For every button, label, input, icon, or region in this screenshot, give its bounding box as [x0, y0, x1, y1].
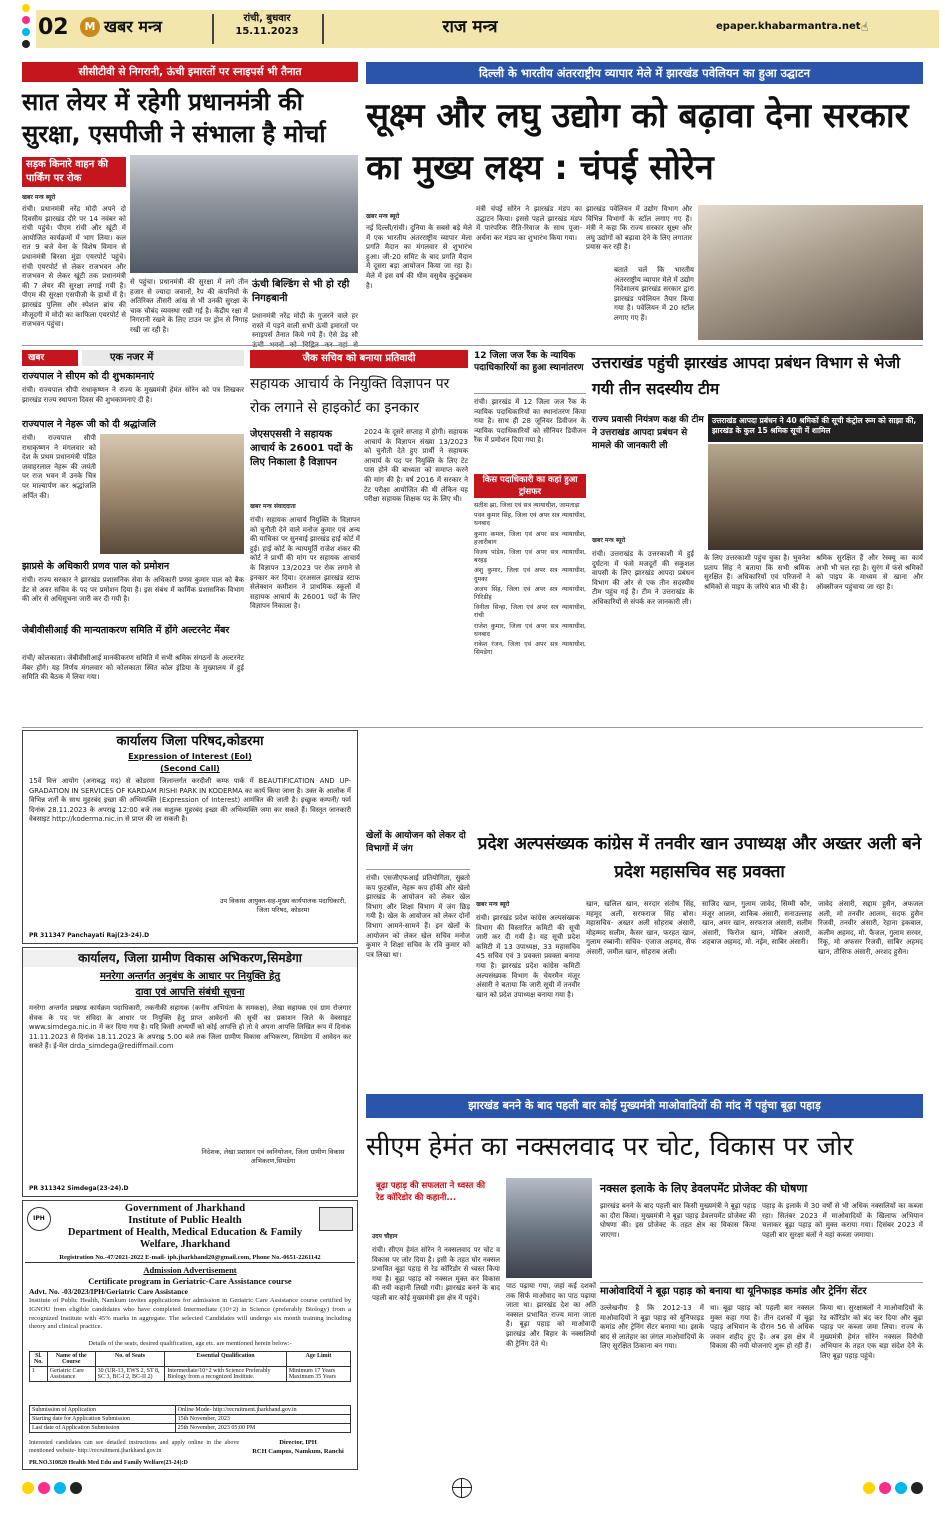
drda-notice-title: कार्यालय, जिला ग्रामीण विकास अभिकरण,सिमडेगा: [23, 950, 357, 967]
reg-dot-cyan: [22, 28, 30, 36]
table-cell: Starting date for Application Submission: [30, 1415, 176, 1424]
table-cell: 25th November, 2023 05:00 PM: [175, 1424, 350, 1433]
iph-seat-table: [29, 1351, 351, 1382]
cm-story-headline: सीएम हेमंत का नक्सलवाद पर चोट, विकास पर जोर: [366, 1132, 854, 1162]
pm-story-body-3: प्रधानमंत्री नरेंद्र मोदी के गुजरने वाले हर रास्ते में पड़ने वाली सभी ऊंची इमारतों पर स्नाइपर्स तैनात किये गये हैं। ऐसे डेढ़ सौ: [252, 312, 358, 340]
brief-body: रांची। राज्यपाल सीपी राधाकृष्णन ने मंगलवार को देश के प्रथम प्रधानमंत्री पंडित जवाहरलाल नेहरू की जयंती पर राज भवन में उनके चित्र पर माल्यार्पण कर श्रद्धांजलि अर्पित की।: [22, 434, 96, 500]
drda-notice-sub-1: मनरेगा अन्तर्गत अनुबंध के आधार पर नियुक्ति हेतु: [99, 971, 281, 982]
website-link[interactable]: epaper.khabarmantra.net: [716, 21, 861, 32]
table-header: Age Limit: [286, 1352, 350, 1367]
hc-story-kicker: जैक सचिव को बनाया प्रतिवादी: [250, 350, 468, 368]
table-cell: 30 (UR-13, EWS 2, ST 8, SC 3, BC-I 2, BC-II 2): [95, 1367, 165, 1382]
cm-story-sub-3: माओवादियों ने बूढ़ा पहाड़ को बनाया था यूनिफाइड कमांड और ट्रेनिंग सेंटर: [600, 1282, 923, 1300]
reg-dot-yellow: [863, 1482, 875, 1494]
cm-story-body-3: झारखंड बनने के बाद पहली बार किसी मुख्यमंत्री ने बूढ़ा पहाड़ का दौरा किया। मुख्यमंत्री ने बूढ़ा पहाड़ डेवलपमेंट प्रोजेक्ट की घोषणा की। इस प्रोजेक्ट के तहत क्षेत्र का विकास किया जाएगा।: [600, 1202, 756, 1239]
transfer-item: अंशु कुमार, जिला एवं अपर सत्र न्यायाधीश, दुमका: [474, 567, 586, 583]
hc-story-body-1: रांची। सहायक आचार्य नियुक्ति के विज्ञापन को चुनौती देने वाले मनोज कुमार एवं अन्य की याचिका पर सुनवाई झारखंड हाई कोर्ट में हुई। हाई कोर्ट के न्यायमूर्ति राजेश शंकर की कोर्ट ने प्रार्थी की मांग पर सहायक आचार्य के विज्ञापन 13/2023 पर रोक लगाने से इनकार कर दिया। दरअसल झारखंड स्टाफ सेलेक्शन कमीशन ने प्राथमिक स्कूलों में सहायक आचार्य के 26001 पदों के लिए विज्ञापन निकाला है।: [250, 516, 360, 611]
registration-marks: [22, 4, 32, 52]
zp-notice-title: कार्यालय जिला परिषद,कोडरमा: [116, 734, 264, 749]
delhi-story-body-4: बताते चलें कि भारतीय अंतरराष्ट्रीय व्यापार मेले में उद्योग निदेशालय झारखंड सरकार द्वारा झारखंड पवेलियन तैयार किया गया है। पवेलियन में 20 स्टॉल लगाए गए हैं।: [614, 266, 694, 322]
sports-body: रांची। एसजीएफआई प्रतियोगिता, सुब्रतो कप फुटबॉल, नेहरू कप हॉकी और खेलो झारखंड के आयोजन को लेकर खेल विभाग और शिक्षा विभाग में जंग छिड़ गयी है। खेल के आयोजन को लेकर दोनों विभाग आमने-सामने हैं। इन खेलों के आयोजन को लेकर खेल सचिव मनोज कुमार ने शिक्षा सचिव के रवि कुमार को पत्र लिखा था।: [366, 874, 470, 959]
iph-signer-1: Director, IPH: [279, 1439, 317, 1446]
iph-logo-icon: IPH: [27, 1207, 51, 1231]
iph-notice: [22, 1200, 358, 1470]
iph-dates-table: [29, 1405, 351, 1433]
zp-notice-signer: उप विकास आयुक्त-सह-मुख्य कार्यपालक पदाधिकारी, जिला परिषद, कोडरमा: [219, 897, 347, 914]
transfer-list: [474, 502, 586, 722]
table-row: [30, 1424, 351, 1433]
hc-story-body-2: 2024 के दूसरे सप्ताह में होगी। सहायक आचार्य के विज्ञापन संख्या 13/2023 को चुनौती देते हुए प्रार्थी ने सहायक आचार्य के पद पर नियुक्ति के लिए टेट पास होने की बाध्यता को समाप्त करने की मांग की है। वर्ष 2016 में सरकार ने टेट परीक्षा आयोजित की थी लेकिन यह परीक्षा सहायक शिक्षक पद के लिए थी।: [364, 428, 468, 504]
table-cell: Minimum 17 Years Maximum 35 Years: [286, 1367, 350, 1382]
dateline-date: 15.11.2023: [235, 26, 299, 37]
drda-notice-sub-2: दावा एवं आपत्ति संबंधी सूचना: [135, 987, 245, 998]
delhi-story-kicker: दिल्ली के भारतीय अंतरराष्ट्रीय व्यापार मेले में झारखंड पवेलियन का हुआ उद्घाटन: [366, 62, 923, 84]
hc-story-byline: खबर मन्त्र संवाददाता: [250, 503, 296, 510]
iph-title-3: Department of Health, Medical Education & Family Welfare, Jharkhand: [67, 1227, 303, 1250]
reg-dot-black: [70, 1482, 82, 1494]
uttarakhand-headline: उत्तराखंड पहुंची झारखंड आपदा प्रबंधन विभाग से भेजी गयी तीन सदस्यीय टीम: [592, 354, 901, 398]
uttarakhand-body-1: रांची। उत्तराखंड के उत्तरकाशी में हुई दुर्घटना में फंसे मजदूरों की सकुशल वापसी के लिए झारखंड आपदा प्रबंधन विभाग की ओर से एक तीन सदस्यीय टीम पहुंच गई है। टीम ने उत्तराखंड के अधिकारियों से संपर्क कर जानकारी ली।: [592, 550, 694, 606]
delhi-story-byline: खबर मन्त्र ब्यूरो: [366, 213, 400, 220]
iph-table-caption: Details of the seats, desired qualification, age etc. are mentioned herein below:-: [88, 1340, 292, 1347]
reg-dot-black: [911, 1482, 923, 1494]
pm-story-body-2: से पहुंचा। प्रधानमंत्री की सुरक्षा में लगे तीन हजार से ज्यादा जवानों, रैप की कंपनियों के अतिरिक्त तीसरी आंख से भी उनकी सुरक्षा के चाक चौबंद व्यवस्था रखी गई है। केंद्रीय रक्षा में निगरानी रखने के लिए टाउन पर ड्रोन से निगाह रखी जा रही है।: [130, 278, 248, 334]
drda-notice-ref: PR 311342 Simdega(23-24).D: [29, 1185, 129, 1192]
reg-dot-yellow: [22, 4, 30, 12]
transfer-box-head: किस पदाधिकारी का कहां हुआ ट्रांसफर: [474, 474, 586, 498]
iph-title-1: Government of Jharkhand: [124, 1203, 246, 1214]
iph-ref: PR.NO.310820 Health Med Edu and Family Welfare(23-24):D: [29, 1460, 188, 1466]
jharkhand-emblem-icon: [319, 1207, 353, 1231]
transfer-item: विजय पांडेय, जिला एवं अपर सत्र न्यायाधीश, बरहड़: [474, 549, 586, 565]
congress-body-3: साजिद खान, गुलाम जावेद, सिम्मी कौर, मंजूर आलम, शाकिब अंसारी, सनाउल्लाह खान, अमर खान, सरफराज अंसारी, सलीम अंसारी, फिरोज खान, मोबिन अंसारी, शहबाज अहमद, मो. नईम, साबिर अंसारी।: [702, 900, 812, 947]
table-cell: Geriatric Care Assistance: [47, 1367, 95, 1382]
sports-headline: खेलों के आयोजन को लेकर दो विभागों में जंग: [366, 830, 470, 870]
brief-headline: जेबीवीसीआई की मान्यताकरण समिति में होंगे अल्टरनेट मेंबर: [22, 625, 230, 636]
hemant-soren-photo: [506, 1178, 592, 1278]
transfer-item: राजेश कुमार, जिला एवं अपर सत्र न्यायाधीश, धनबाद: [474, 622, 586, 638]
crosshair-icon: [452, 1478, 472, 1498]
zp-notice-sub-2: (Second Call): [160, 764, 220, 773]
pm-security-photo: [130, 155, 358, 273]
brief-headline: राज्यपाल ने नेहरू जी को दी श्रद्धांजलि: [22, 419, 156, 430]
cm-story-body-1: रांची। सीएम हेमंत सोरेन ने नक्सलवाद पर चोट व विकास पर जोर दिया है। इसी के तहत घोर नक्सल प्रभावित बूढ़ा पहाड़ से रेड कॉरिडोर से ध्वस्त किया गया है। बूढ़ा पहाड़ को नक्सल मुक्त कर विकास की नयी कहानी लिखी गयी। झारखंड बनने के बाद पहली बार कोई मुख्यमंत्री इस क्षेत्र में पहुंचे।: [372, 1246, 500, 1302]
table-cell: Online Mode- http://recruitment.jharkhand.gov.in: [175, 1406, 350, 1415]
reg-dot-pink: [38, 1482, 50, 1494]
pm-story-headline: सात लेयर में रहेगी प्रधानमंत्री की सुरक्षा, एसपीजी ने संभाला है मोर्चा: [22, 88, 326, 148]
uttarakhand-sub: राज्य प्रवासी नियंत्रण कक्ष की टीम ने उत्तराखंड आपदा प्रबंधन से मामले की जानकारी ली: [592, 415, 704, 451]
section-name: राज मन्त्र: [442, 17, 498, 37]
delhi-story-body-2: मंत्री चंपई सोरेन ने झारखंड मंडप का उद्घाटन किया। इससे पहले झारखंड मंडप में पारंपरिक रीति-रिवाज के साथ पूजा-अर्चना कर मंडप का शुभारंभ किया गया।: [476, 205, 582, 242]
table-header: No. of Seats: [95, 1352, 165, 1367]
hc-story-sub: जेएसएससी ने सहायक आचार्य के 26001 पदों के लिए निकाला है विज्ञापन: [250, 429, 353, 468]
congress-body-4: जावेद अंसारी, सद्दाम हुसैन, अफजल अली, मो तनवीर आलम, सदफ हुसैन रिजवी, तनवीर अंसारी, रेहाना इकबाल, कलीम अहमद, मो. फैजल, गुलाम सरवर, रिंकू, मो अफसर रिजवी, साबिर अहमद खान, तौसिफ अंसारी, अरशद हुसैन।: [818, 900, 923, 956]
iph-advt-no: Advt. No. -03/2023/IPH/Geriatric Care Assistance: [29, 1287, 189, 1296]
delhi-story-body-1: नई दिल्ली/रांची। दुनिया के सबसे बड़े मेले में एक भारतीय अंतरराष्ट्रीय व्यापार मेला प्रगति मैदान का मंगलवार से शुभारंभ हुआ। जी-20 समिट के बाद प्रगति मैदान में दूसरा बड़ा आयोजन किया जा रहा है। मेले में इस वर्ष की थीम वसुधैव कुटुंबकम है।: [366, 224, 472, 290]
congress-body-2: खान, खलिल खान, सरदार संतोष सिंह, महमूद अली, सरफराज सिंह बोस। महासचिव- अख्तर अली सोहराब अंसारी, मोहम्मद सलीम, कैसर खान, फरहत खान, गुलाम रब्बानी। सचिव- एजाज अहमद, सैफ अंसारी, जमील खान, सोहराब अली।: [586, 900, 696, 956]
briefs-kicker-brand: खबर: [22, 350, 78, 366]
table-cell: 1: [30, 1367, 48, 1382]
transfer-body: रांची। झारखंड में 12 जिला जज रैंक के न्यायिक पदाधिकारियों का स्थानांतरण किया गया है। साथ ही 28 जूनियर डिवीजन के न्यायिक पदाधिकारियों को सीनियर डिवीजन रैंक में प्रमोशन दिया गया है।: [474, 398, 586, 445]
brief-body: रांची/ कोलकाता। जेबीवीसीआई मानकीकरण समिति में सभी श्रमिक संगठनों के अल्टरनेट मेंबर होंगे। यह निर्णय मंगलवार को कोलकाता स्थित कोल इंडिया के मुख्यालय में हुई समिति की बैठक में लिया गया।: [22, 654, 244, 682]
briefs-kicker: एक नजर में: [82, 350, 244, 366]
reg-dot-pink: [879, 1482, 891, 1494]
brand-logo-icon: M: [80, 17, 100, 37]
pm-story-byline: खबर मन्त्र ब्यूरो: [22, 194, 56, 201]
brand-name: खबर मन्त्र: [104, 17, 162, 36]
pm-story-kicker: सीसीटीवी से निगरानी, ऊंची इमारतों पर स्नाइपर्स भी तैनात: [22, 62, 358, 82]
zp-notice-ref: PR 311347 Panchayati Raj(23-24).D: [29, 932, 150, 939]
congress-body-1: रांची। झारखंड प्रदेश कांग्रेस अल्पसंख्यक विभाग की विस्तारित कमिटी की सूची जारी कर दी गयी है। यह सूची प्रदेश कमिटी में 13 उपाध्यक्ष, 33 महासचिव 45 सचिव एवं 3 प्रवक्ता प्रवक्ता बनाया गया है। झारखंड प्रदेश कांग्रेस कमिटी अल्पसंख्यक विभाग के चेयरमैन मंजूर अंसारी ने बताया कि जारी सूची में तनवीर खान को प्रदेश उपाध्यक्ष बनाया गया है।: [476, 914, 580, 999]
cm-story-byline: उदय चौहान: [372, 1233, 398, 1240]
brief-headline: झाप्रसे के अधिकारी प्रणव पाल को प्रमोशन: [22, 561, 170, 572]
iph-intro: Institute of Public Health, Namkum invites applications for admission in Geriatric Care Assistance course certified by IGNOU from eligible candidates who have completed Intermediate (10+2) in Science (preferably Biology) from a recognized Institute with 45% marks in aggregate. The selected Candidates will undergo six month training including theory and clinical practice.: [29, 1297, 351, 1331]
nehru-tribute-photo: [100, 434, 244, 554]
page-number: 02: [38, 15, 69, 40]
zp-notice-body: 15वें वित्त आयोग (अनाबद्ध मद) से कोडरमा जिलान्तर्गत करदीशी कम्फ पार्क में BEAUTIFICATION AND UP-GRADATION IN SERVICES OF KARDAM RISHI PARK IN KODERMA का कार्य किया जाना है। उक्त के आलोक में विभिन्न शर्तों के साथ मुहरबंद इच्छा की अभिव्यक्ति (Expression of Interest) आमंत्रित की जाती है। इच्छुक कम्पनी/ फर्म दिनांक 28.11.2023 के अपराह्न 12:00 बजे तक सशुल्क मुहरबंद इच्छा की अभिव्यक्ति जमा कर सकते हैं। विस्तृत जानकारी वेबसाइट http://koderma.nic.in से प्राप्त की जा सकती है।: [29, 777, 351, 824]
cm-story-body-6: था। बूढ़ा पहाड़ को पहली बार नक्सल मुक्त कहा गया है। तीन दशकों में बूढ़ा पहाड़ अभियान के दौरान 56 से अधिक जवान शहीद हुए हैं। अब इस क्षेत्र में विकास की नयी योजनाएं शुरू हो रही हैं।: [710, 1304, 814, 1351]
uttarakhand-photo-caption: उत्तराखंड आपदा प्रबंधन ने 40 श्रमिकों की सूची कंट्रोल रूम को साझा की, झारखंड के कुल 15 श्रमिक सूची में शामिल: [708, 414, 923, 442]
uttarakhand-byline: खबर मन्त्र ब्यूरो: [592, 537, 626, 544]
transfer-item: सतीश झा, जिला एवं सत्र न्यायाधीश, जामताड़ा: [474, 502, 580, 509]
transfer-item: पवन कुमार सिंह, जिला एवं अपर सत्र न्यायाधीश, धनबाद: [474, 512, 586, 528]
print-registration-footer: [22, 1478, 923, 1498]
table-header: Essential Qualification: [165, 1352, 287, 1367]
pm-story-sub-2: ऊंची बिल्डिंग से भी हो रही निगहबानी: [252, 279, 350, 304]
transfer-headline: 12 जिला जज रैंक के न्यायिक पदाधिकारियों का हुआ स्थानांतरण: [474, 350, 586, 394]
cm-story-body-4: पहाड़ के इलाके में 30 वर्षों से भी अधिक नक्सलियों का कब्जा रहा। सितंबर 2023 में माओवादियों के खिलाफ अभियान चलाकर बूढ़ा पहाड़ को मुक्त कराया गया। दिसंबर 2023 में पहली बार सुरक्षा बलों ने यहां कब्जा जमाया।: [762, 1202, 923, 1239]
transfer-item: राकेश रंजन, जिला एवं अपर सत्र न्यायाधीश, सिमडेगा: [474, 641, 586, 657]
cursor-icon: ☝: [861, 20, 869, 34]
delhi-story-headline: सूक्ष्म और लघु उद्योग को बढ़ावा देना सरकार का मुख्य लक्ष्य : चंपई सोरेन: [366, 96, 909, 188]
table-header: Name of the Course: [47, 1352, 95, 1367]
pm-story-body-1: रांची। प्रधानमंत्री नरेंद्र मोदी अपने दो दिवसीय झारखंड दौरे पर 14 नवंबर को रांची पहुंचे। पीएम रांची और खूंटी में आयोजित कार्यक्रमों में भाग लिया। कल रात 9 बजे वेना के विशेष विमान से प्रधानमंत्री बिरसा मुंडा एयरपोर्ट पहुंचे। रांची एयरपोर्ट से लेकर राजभवन और राजभवन से लेकर खूंटी तक प्रधानमंत्री की 7 लेयर की सुरक्षा लगाई गयी है। पीएम की सुरक्षा एसपीजी के हाथों में है। झारखंड पुलिस और स्पेशल ब्रांच की मौजूदगी में मोदी का काफिला एयरपोर्ट से राजभवन पहुंचा।: [22, 205, 126, 329]
iph-ad-sub: Certificate program in Geriatric-Care Assistance course: [88, 1276, 292, 1286]
delhi-story-body-3: झारखंड पवेलियन में उद्योग विभाग और विभिन्न विभागों के स्टॉल लगाए गए हैं। मंत्री ने कहा कि राज्य सरकार सूक्ष्म और लघु उद्योगों को बढ़ावा देने के लिए लगातार प्रयास कर रही है।: [586, 205, 692, 252]
cm-story-red-sub: बूढ़ा पहाड़ की सफलता ने ध्वस्त की रेड कॉरिडोर की कहानी...: [372, 1178, 500, 1228]
tunnel-rescue-photo: [708, 444, 923, 550]
iph-footer: Interested candidates can see detailed instructions and apply online in the above mentioned website- http://recruitment.jharkhand.gov.in: [29, 1440, 239, 1454]
brief-body: रांची। राज्यपाल सीपी राधाकृष्णन ने राज्य के मुख्यमंत्री हेमंत सोरेन को पत्र लिखकर झारखंड राज्य स्थापना दिवस की शुभकामनाएं दी है।: [22, 386, 244, 404]
iph-title-2: Institute of Public Health: [128, 1215, 242, 1226]
uttarakhand-body-2: के लिए उत्तरकाशी पहुंच चुका है। भुवनेश प्रताप सिंह ने बताया कि सभी श्रमिक सुरक्षित हैं। अधिकारियों एवं परिजनों ने श्रमिकों से पाइप के जरिये बात भी की है।: [704, 554, 810, 591]
cm-story-body-2: पाठ पढ़ाया गया, जहां कई दशकों तक सिर्फ माओवाद का पाठ पढ़ाया जाता था। झारखंड देश का अति नक्सल प्रभावित राज्य माना जाता है। बूढ़ा पहाड़ को माओवादी झारखंड और बिहार के नक्सलियों की ट्रेनिंग देते थे।: [506, 1282, 596, 1348]
cm-story-body-7: किया था। सुरक्षाबलों ने माओवादियों के रेड कॉरिडोर को बंद कर दिया और बूढ़ा पहाड़ पर कब्जा जमा लिया। राज्य के मुख्यमंत्री हेमंत सोरेन नक्सल विरोधी अभियान के तहत एक बड़ा संदेश देने के लिए बूढ़ा पहाड़ पहुंचे।: [820, 1304, 923, 1360]
reg-dot-cyan: [54, 1482, 66, 1494]
uttarakhand-body-3: श्रमिक सुरक्षित हैं और रेस्क्यू का कार्य अभी भी चल रहा है। सुरंग में फंसे श्रमिकों को पाइप के माध्यम से खाना और ऑक्सीजन पहुंचाया जा रहा है।: [816, 554, 923, 591]
zp-notice-sub-1: Expression of Interest (EoI): [128, 752, 252, 761]
hc-story-headline: सहायक आचार्य के नियुक्ति विज्ञापन पर रोक लगाने से हाइकोर्ट का इनकार: [250, 376, 450, 416]
table-row: [30, 1415, 351, 1424]
table-cell: Submission of Application: [30, 1406, 176, 1415]
drda-notice: [22, 947, 358, 1197]
congress-byline: खबर मन्त्र ब्यूरो: [476, 901, 510, 908]
brief-headline: राज्यपाल ने सीएम को दी शुभकामनाएं: [22, 371, 155, 382]
table-cell: Intermediate/10+2 with Science Preferably Biology from a recognized Institute.: [165, 1367, 287, 1382]
zp-notice: [22, 730, 358, 944]
masthead: [0, 0, 945, 56]
drda-notice-body: मनरेगा अन्तर्गत प्रखण्ड कार्यक्रम पदाधिकारी, तकनीकी सहायक (कनीय अभियंता के समकक्ष), लेखा सहायक एवं ग्राम रोजगार सेवक के पद पर संविदा के आधार पर नियुक्ति हेतु प्राप्त आवेदनों की सूची का प्रकाशन जिले के वेबसाइट www.simdega.nic.in में कर दिया गया है। यदि किसी अभ्यर्थी को कोई आपत्ति हो तो वे अपना आपत्ति लिखित रूप में दिनांक 11.11.2023 से दिनांक 18.11.2023 के अपराह्न 5.00 बजे तक जिला ग्रामीण विकास अभिकरण, सिमडेगा में आवेदन कर सकते हैं। ई-मेल drda_simdega@rediffmail.com: [29, 1004, 351, 1051]
table-row: [30, 1367, 351, 1382]
iph-registration: Registration No.-47/2021-2022 E-mail- iph.jharkhand20@gmail.com, Phone No.-0651-2261142: [25, 1253, 355, 1263]
congress-headline: प्रदेश अल्पसंख्यक कांग्रेस में तनवीर खान उपाध्यक्ष और अख्तर अली बने प्रदेश महासचिव सह प्रवक्ता: [477, 834, 922, 882]
reg-dot-cyan: [895, 1482, 907, 1494]
table-cell: Last date of Application Submission: [30, 1424, 176, 1433]
delhi-pavilion-photo: [698, 205, 923, 340]
dateline-city: रांची, बुधवार: [243, 13, 291, 24]
cm-story-body-5: उल्लेखनीय है कि 2012-13 में माओवादियों ने बूढ़ा पहाड़ को यूनिफाइड कमांड और ट्रेनिंग सेंटर बनाया था। इसके बाद से लातेहार का जंगल माओवादियों के लिए सुरक्षित ठिकाना बन गया।: [600, 1304, 704, 1351]
transfer-item: अजय सिंह, जिला एवं अपर सत्र न्यायाधीश, गिरिडीह: [474, 585, 586, 602]
brief-body: रांची। राज्य सरकार ने झारखंड प्रशासनिक सेवा के अधिकारी प्रणव कुमार पाल को बैक डेट से अवर सचिव के पद पर प्रमोशन दिया है। इस संबंध में कार्मिक प्रशासनिक विभाग की ओर से अधिसूचना जारी कर दी गयी है।: [22, 576, 244, 604]
cm-story-sub-2: नक्सल इलाके के लिए डेवलपमेंट प्रोजेक्ट की घोषणा: [600, 1182, 808, 1195]
cm-story-kicker: झारखंड बनने के बाद पहली बार कोई मुख्यमंत्री माओवादियों की मांद में पहुंचा बूढ़ा पहाड़: [366, 1094, 923, 1118]
table-row: [30, 1406, 351, 1415]
drda-notice-signer: निदेशक, लेखा प्रशासन एवं स्वनियोजन, जिला ग्रामीण विकास अभिकरण,सिमडेगा: [201, 1148, 345, 1165]
iph-ad-head: Admission Advertisement: [143, 1265, 237, 1275]
transfer-item: विनीता सिन्हा, जिला एवं अपर सत्र न्यायाधीश, रांची: [474, 604, 586, 620]
table-cell: 15th November, 2023: [175, 1415, 350, 1424]
iph-signer-2: RCH Campus, Namkum, Ranchi: [252, 1448, 344, 1455]
table-header: Sl. No.: [30, 1352, 48, 1367]
transfer-item: कुमार कमल, जिला एवं अपर सत्र न्यायाधीश, हजारीबाग: [474, 530, 586, 546]
pm-story-sub-box: सड़क किनारे वाहन की पार्किंग पर रोक: [22, 157, 126, 187]
reg-dot-black: [22, 40, 30, 48]
reg-dot-pink: [22, 16, 30, 24]
reg-dot-yellow: [22, 1482, 34, 1494]
